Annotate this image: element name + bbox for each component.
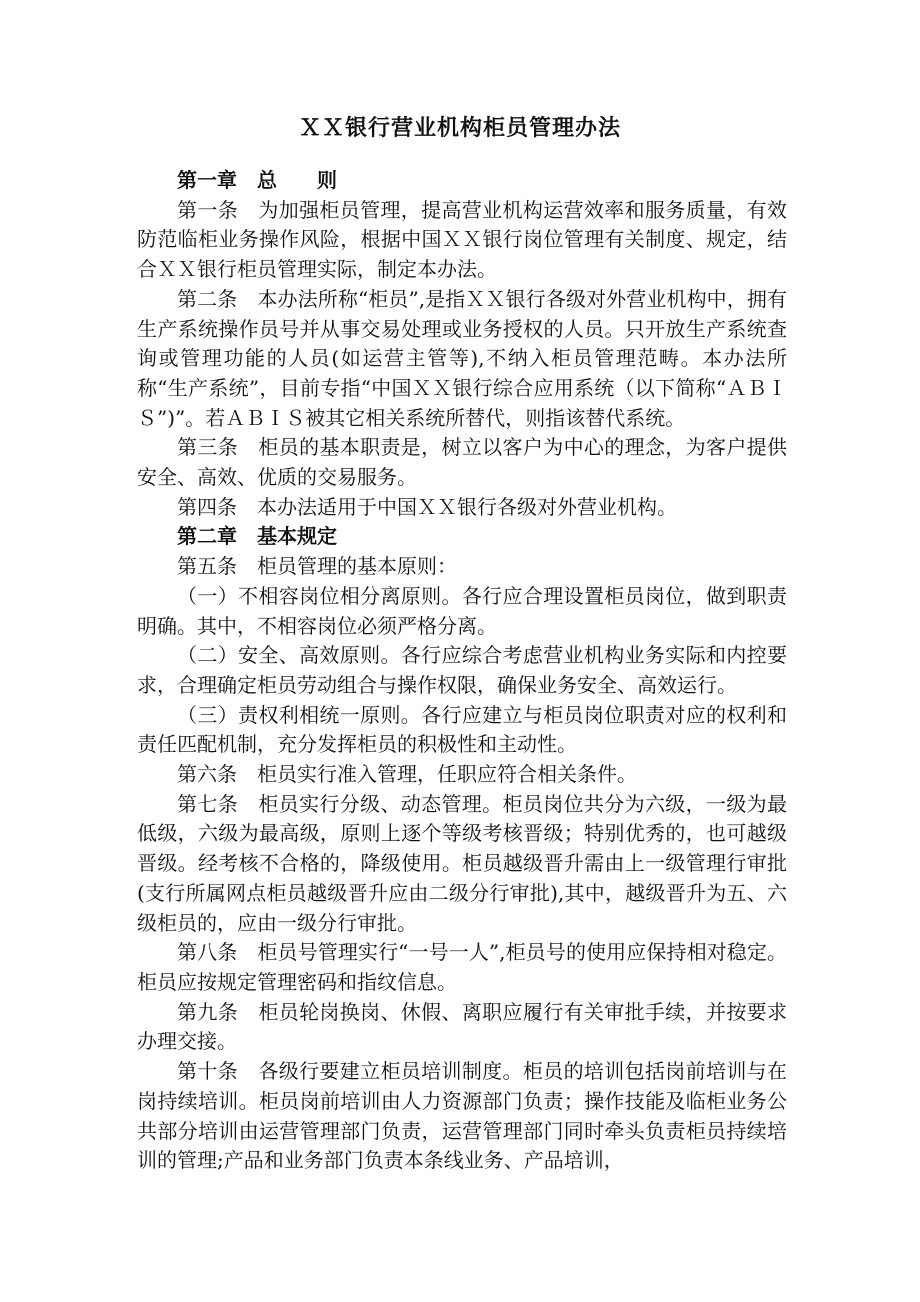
document-body [137,166,787,1176]
article-text: 为加强柜员管理，提高营业机构运营效率和服务质量，有效防范临柜业务操作风险，根据中国ＸＸ银行岗位管理有关制度、规定，结合ＸＸ银行柜员管理实际，制定本办法。 [137,197,788,282]
article-text: 本办法适用于中国ＸＸ银行各级对外营业机构。 [257,494,677,519]
chapter-number: 第二章 [177,524,237,549]
article-text: 柜员实行准入管理，任职应符合相关条件。 [257,762,637,787]
article-8 [137,938,787,997]
article-number: 第二条 [177,286,238,311]
article-2 [137,285,787,434]
article-text: 柜员轮岗换岗、休假、离职应履行有关审批手续，并按要求办理交接。 [137,999,788,1054]
article-1 [137,196,787,285]
principle-1: （一）不相容岗位相分离原则。各行应合理设置柜员岗位，做到职责明确。其中，不相容岗位必须严格分离。 [137,583,787,638]
chapter-number: 第一章 [177,168,237,192]
article-text: 各级行要建立柜员培训制度。柜员的培训包括岗前培训与在岗持续培训。柜员岗前培训由人力资源部门负责；操作技能及临柜业务公共部分培训由运营管理部门负责，运营管理部门同时牵头负责柜员持续培训的管理;产品和业务部门负责本条线业务、产品培训， [137,1059,788,1173]
article-number: 第十条 [177,1059,239,1084]
article-number: 第三条 [177,435,239,460]
document-title: ＸＸ银行营业机构柜员管理办法 [298,115,621,141]
chapter-name: 总 则 [257,168,337,192]
chapter-heading-1 [137,166,787,196]
article-text: 本办法所称“柜员”,是指ＸＸ银行各级对外营业机构中，拥有生产系统操作员号并从事交易处理或业务授权的人员。只开放生产系统查询或管理功能的人员(如运营主管等),不纳入柜员管理范畴。本办法所称“生产系统”，目前专指“中国ＸＸ银行综合应用系统（以下简称“ＡＢＩＳ”)”。若ＡＢＩＳ被其它相关系统所替代，则指该替代系统。 [137,286,788,430]
principle-3: （三）责权利相统一原则。各行应建立与柜员岗位职责对应的权利和责任匹配机制，充分发挥柜员的积极性和主动性。 [137,702,787,757]
article-text: 柜员管理的基本原则： [257,554,457,579]
article-6 [137,760,787,790]
article-number: 第四条 [177,494,237,519]
chapter-name: 基本规定 [257,524,337,549]
article-7 [137,790,787,939]
article-number: 第五条 [177,554,237,579]
article-number: 第一条 [177,197,239,222]
article-number: 第九条 [177,999,239,1024]
article-9 [137,998,787,1057]
article-number: 第六条 [177,762,237,787]
article-text: 柜员号管理实行“一号一人”,柜员号的使用应保持相对稳定。柜员应按规定管理密码和指纹信息。 [137,940,788,994]
article-4 [137,493,787,523]
chapter-heading-2 [137,522,787,552]
article-3 [137,433,787,492]
article-number: 第八条 [177,940,238,965]
article-text: 柜员的基本职责是，树立以客户为中心的理念，为客户提供安全、高效、优质的交易服务。 [137,435,788,490]
article-number: 第七条 [177,791,239,816]
article-10 [137,1057,787,1176]
principle-2: （二）安全、高效原则。各行应综合考虑营业机构业务实际和内控要求，合理确定柜员劳动组合与操作权限，确保业务安全、高效运行。 [137,643,787,697]
article-5 [137,552,787,582]
article-text: 柜员实行分级、动态管理。柜员岗位共分为六级，一级为最低级，六级为最高级，原则上逐个等级考核晋级；特别优秀的，也可越级晋级。经考核不合格的，降级使用。柜员越级晋升需由上一级管理行审批(支行所属网点柜员越级晋升应由二级分行审批),其中，越级晋升为五、六级柜员的，应由一级分行审批。 [137,791,788,935]
